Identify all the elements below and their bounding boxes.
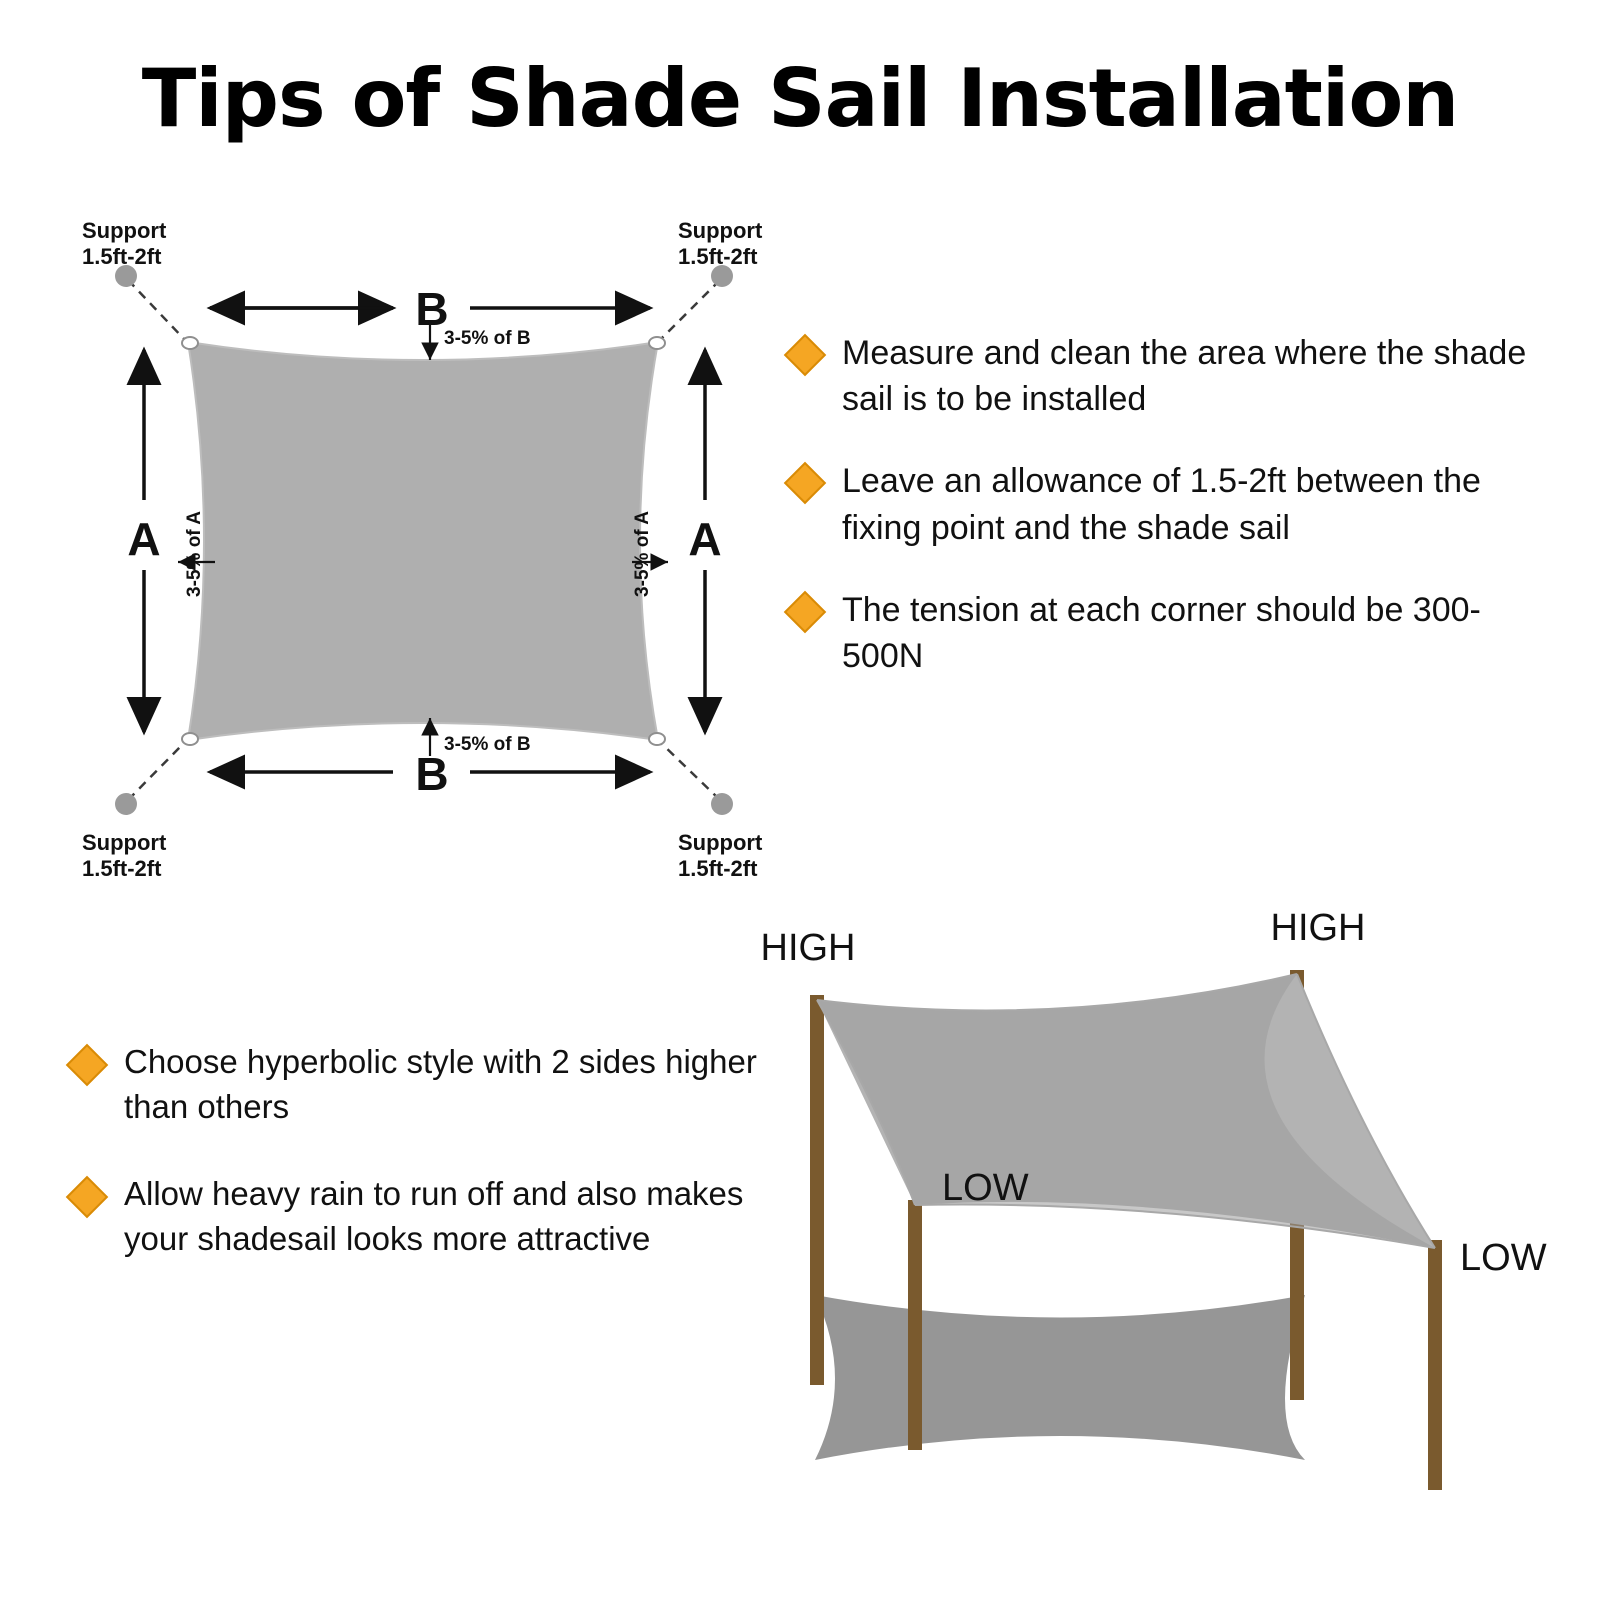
label-high-right: HIGH xyxy=(1270,907,1366,949)
square-sail-diagram xyxy=(60,210,780,910)
label-high-left: HIGH xyxy=(760,927,856,969)
pole-high-left xyxy=(810,995,824,1385)
svg-text:Support: Support xyxy=(678,830,763,855)
curve-callout-top: 3-5% of B xyxy=(444,328,531,349)
diamond-bullet-icon xyxy=(784,591,826,633)
list-item xyxy=(72,1040,772,1130)
svg-text:Support: Support xyxy=(678,218,763,243)
diamond-bullet-icon xyxy=(784,334,826,376)
svg-text:Support: Support xyxy=(82,830,167,855)
support-label-top-left xyxy=(82,218,167,269)
tips-list-right xyxy=(790,330,1530,715)
pole-low-left xyxy=(908,1200,922,1450)
support-label-top-right xyxy=(678,218,763,269)
svg-text:1.5ft-2ft: 1.5ft-2ft xyxy=(678,244,758,269)
sail-ground-shadow xyxy=(815,1295,1305,1460)
list-item-label: The tension at each corner should be 300-500N xyxy=(842,590,1481,676)
svg-text:1.5ft-2ft: 1.5ft-2ft xyxy=(678,856,758,881)
list-item-label: Leave an allowance of 1.5-2ft between the fixing point and the shade sail xyxy=(842,462,1481,547)
diamond-bullet-icon xyxy=(66,1176,108,1218)
curve-callout-bottom: 3-5% of B xyxy=(444,734,531,755)
support-label-bottom-left xyxy=(82,830,167,881)
svg-text:Support: Support xyxy=(82,218,167,243)
dimension-label-bottom-b: B xyxy=(415,748,449,800)
dimension-label-right-a: A xyxy=(688,513,722,565)
curve-callout-right: 3-5% of A xyxy=(632,511,653,597)
dimension-label-top-b: B xyxy=(415,283,449,335)
hyperbolic-sail-diagram xyxy=(760,900,1580,1520)
diamond-bullet-icon xyxy=(66,1044,108,1086)
list-item xyxy=(790,587,1530,679)
label-low-left: LOW xyxy=(942,1167,1029,1209)
pole-low-right xyxy=(1428,1240,1442,1490)
support-label-bottom-right xyxy=(678,830,763,881)
svg-text:1.5ft-2ft: 1.5ft-2ft xyxy=(82,856,162,881)
shade-sail-shape xyxy=(188,342,658,740)
list-item xyxy=(72,1172,772,1262)
list-item-label: Measure and clean the area where the shade sail is to be installed xyxy=(842,334,1527,419)
svg-text:1.5ft-2ft: 1.5ft-2ft xyxy=(82,244,162,269)
list-item-label: Choose hyperbolic style with 2 sides higher than others xyxy=(124,1043,757,1125)
curve-callout-left: 3-5% of A xyxy=(184,511,205,597)
dimension-label-left-a: A xyxy=(127,513,161,565)
list-item xyxy=(790,458,1530,550)
diamond-bullet-icon xyxy=(784,462,826,504)
list-item-label: Allow heavy rain to run off and also makes your shadesail looks more attractive xyxy=(124,1174,744,1257)
list-item xyxy=(790,330,1530,422)
label-low-right: LOW xyxy=(1460,1237,1547,1279)
page-title: Tips of Shade Sail Installation xyxy=(141,52,1459,145)
tips-list-left xyxy=(72,1040,772,1304)
